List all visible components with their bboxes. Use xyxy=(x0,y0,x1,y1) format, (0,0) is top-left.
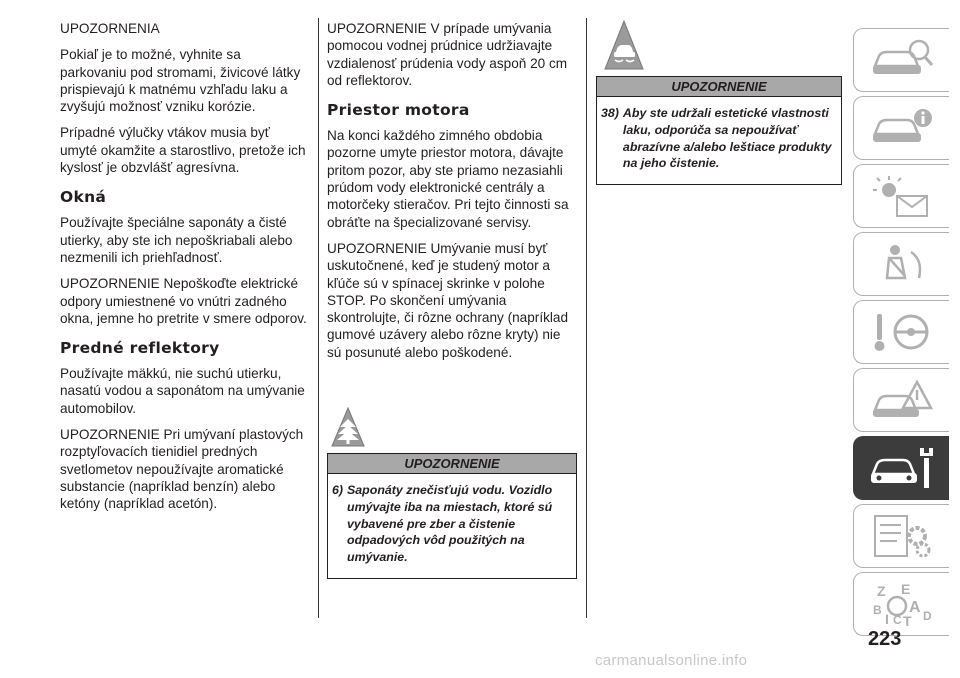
warning-number: 38) xyxy=(601,106,619,120)
car-search-icon xyxy=(867,36,937,84)
car-accident-warning-icon xyxy=(867,376,937,424)
tab-starting-driving[interactable] xyxy=(853,300,949,364)
heading-priestor-motora: Priestor motora xyxy=(327,101,470,120)
car-info-icon xyxy=(867,104,937,152)
column-divider xyxy=(318,18,319,618)
tab-emergency[interactable] xyxy=(853,368,949,432)
warning-text: Aby ste udržali estetické vlastnosti laku, odporúča sa nepoužívať abrazívne a/alebo leštiace produkty na jeho čistenie. xyxy=(622,106,832,171)
heading-predne-reflektory: Predné reflektory xyxy=(60,339,220,358)
paragraph-engine-bay: Na konci každého zimného obdobia pozorne umyte priestor motora, dávajte pritom pozor, aby ste priamo nezasiahli prúdom vody elektronické centrály a motorčeky stieračov. Pri tejto činnosti sa obráťte na špecializované servisy. xyxy=(327,128,569,230)
svg-text:C: C xyxy=(892,613,902,627)
svg-text:I: I xyxy=(884,611,889,627)
watermark: carmanualsonline.info xyxy=(595,652,748,669)
slippery-car-icon xyxy=(604,20,644,70)
steering-wheel-key-icon xyxy=(867,308,937,356)
tab-index[interactable] xyxy=(853,572,949,636)
paragraph-plastic-lenses: UPOZORNENIE Pri umývaní plastových rozptyľovacích tienidiel predných svetlometov nepoužívajte aromatické substancie (napríklad benzín) alebo ketóny (napríklad acetón). xyxy=(60,427,304,512)
car-wrench-icon xyxy=(867,444,937,492)
paragraph-rear-window: UPOZORNENIE Nepoškoďte elektrické odpory umiestnené vo vnútri zadného okna, jemne ho pretrite v smere odporov. xyxy=(60,276,307,326)
warning-box-paint xyxy=(596,76,842,185)
column-divider xyxy=(586,18,587,618)
svg-text:B: B xyxy=(872,603,882,617)
warning-light-envelope-icon xyxy=(867,172,937,220)
tab-technical-specs[interactable] xyxy=(853,504,949,568)
warning-header: UPOZORNENIE xyxy=(328,454,576,474)
specs-gears-icon xyxy=(867,512,937,560)
warning-header: UPOZORNENIE xyxy=(597,77,841,97)
paragraph-upozornenia: UPOZORNENIA xyxy=(60,21,160,36)
column-left xyxy=(60,20,310,522)
column-middle xyxy=(327,20,577,579)
paragraph-headlights: Používajte mäkkú, nie suchú utierku, nasatú vodou a saponátom na umývanie automobilov. xyxy=(60,366,305,416)
column-right xyxy=(596,20,842,185)
tab-warning-lights[interactable] xyxy=(853,164,949,228)
page-number: 223 xyxy=(868,628,902,650)
tab-car-search[interactable] xyxy=(853,28,949,92)
airbag-seatbelt-icon xyxy=(867,240,937,288)
warning-number: 6) xyxy=(332,483,344,498)
tab-maintenance[interactable] xyxy=(853,436,949,500)
paragraph-engine-cold: UPOZORNENIE Umývanie musí byť uskutočnené, keď je studený motor a kľúče sú v spínacej skrinke v polohe STOP. Po skončení umývania skontrolujte, či rôzne ochrany (napríklad gumové uzávery alebo rôzne kryty) nie sú posunuté alebo poškodené. xyxy=(327,240,569,360)
warning-box-environment xyxy=(327,453,577,579)
tab-car-info[interactable] xyxy=(853,96,949,160)
svg-text:E: E xyxy=(900,581,910,597)
tab-safety[interactable] xyxy=(853,232,949,296)
svg-text:D: D xyxy=(922,609,932,623)
svg-text:T: T xyxy=(902,613,912,628)
paragraph-bird-droppings: Prípadné výlučky vtákov musia byť umyté okamžite a starostlivo, pretože ich kyslosť je obzvlášť agresívna. xyxy=(60,125,306,176)
chapter-tabs xyxy=(853,28,960,640)
alphabet-index-icon xyxy=(867,580,937,628)
paragraph-windows: Používajte špeciálne saponáty a čisté utierky, aby ste ich nepoškriabali alebo nezmenili ich priehľadnosť. xyxy=(60,215,293,265)
environment-tree-icon xyxy=(331,407,365,447)
svg-text:A: A xyxy=(908,599,921,616)
paragraph-water-jet: UPOZORNENIE V prípade umývania pomocou vodnej prúdnice udržiavajte vzdialenosť prúdenia vody aspoň 20 cm od reflektorov. xyxy=(327,21,568,88)
heading-okna: Okná xyxy=(60,188,107,207)
paragraph-trees: Pokiaľ je to možné, vyhnite sa parkovaniu pod stromami, živicové látky prispievajú k matnému vzhľadu laku a zvyšujú možnosť vzniku korózie. xyxy=(60,47,301,115)
warning-text: Saponáty znečisťujú vodu. Vozidlo umývajte iba na miestach, ktoré sú vybavené pre zber a čistenie odpadových vôd použitých na umývanie. xyxy=(347,483,553,565)
svg-text:Z: Z xyxy=(876,583,886,599)
